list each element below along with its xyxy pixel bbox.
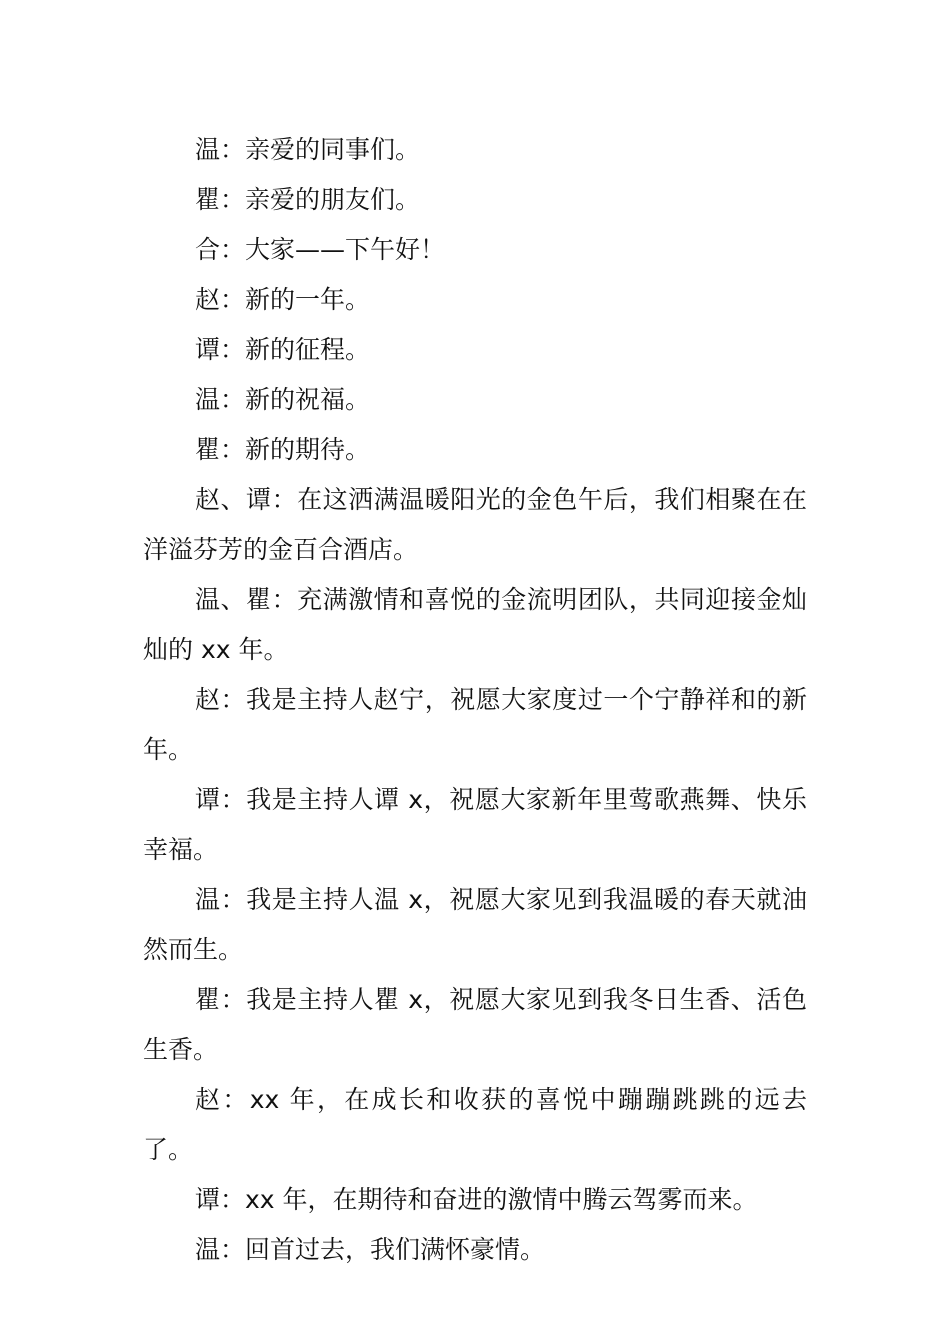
document-body [143,125,807,1275]
paragraph-13: 瞿：我是主持人瞿 x，祝愿大家见到我冬日生香、活色生香。 [143,985,807,1064]
paragraph-11: 谭：我是主持人谭 x，祝愿大家新年里莺歌燕舞、快乐幸福。 [143,785,807,864]
paragraph-4: 赵：新的一年。 [195,285,371,314]
paragraph-14: 赵：xx 年，在成长和收获的喜悦中蹦蹦跳跳的远去了。 [143,1085,807,1164]
paragraph-12: 温：我是主持人温 x，祝愿大家见到我温暖的春天就油然而生。 [143,885,807,964]
paragraph-10: 赵：我是主持人赵宁，祝愿大家度过一个宁静祥和的新年。 [143,685,807,764]
paragraph-5: 谭：新的征程。 [195,335,371,364]
paragraph-16: 温：回首过去，我们满怀豪情。 [195,1235,546,1264]
paragraph-2: 瞿：亲爱的朋友们。 [195,185,421,214]
paragraph-1: 温：亲爱的同事们。 [195,135,421,164]
paragraph-7: 瞿：新的期待。 [195,435,371,464]
paragraph-3: 合：大家——下午好！ [195,235,446,264]
paragraph-9: 温、瞿：充满激情和喜悦的金流明团队，共同迎接金灿灿的 xx 年。 [143,585,807,664]
paragraph-8: 赵、谭：在这洒满温暖阳光的金色午后，我们相聚在在洋溢芬芳的金百合酒店。 [143,485,807,564]
paragraph-6: 温：新的祝福。 [195,385,371,414]
paragraph-15: 谭：xx 年，在期待和奋进的激情中腾云驾雾而来。 [195,1185,758,1214]
